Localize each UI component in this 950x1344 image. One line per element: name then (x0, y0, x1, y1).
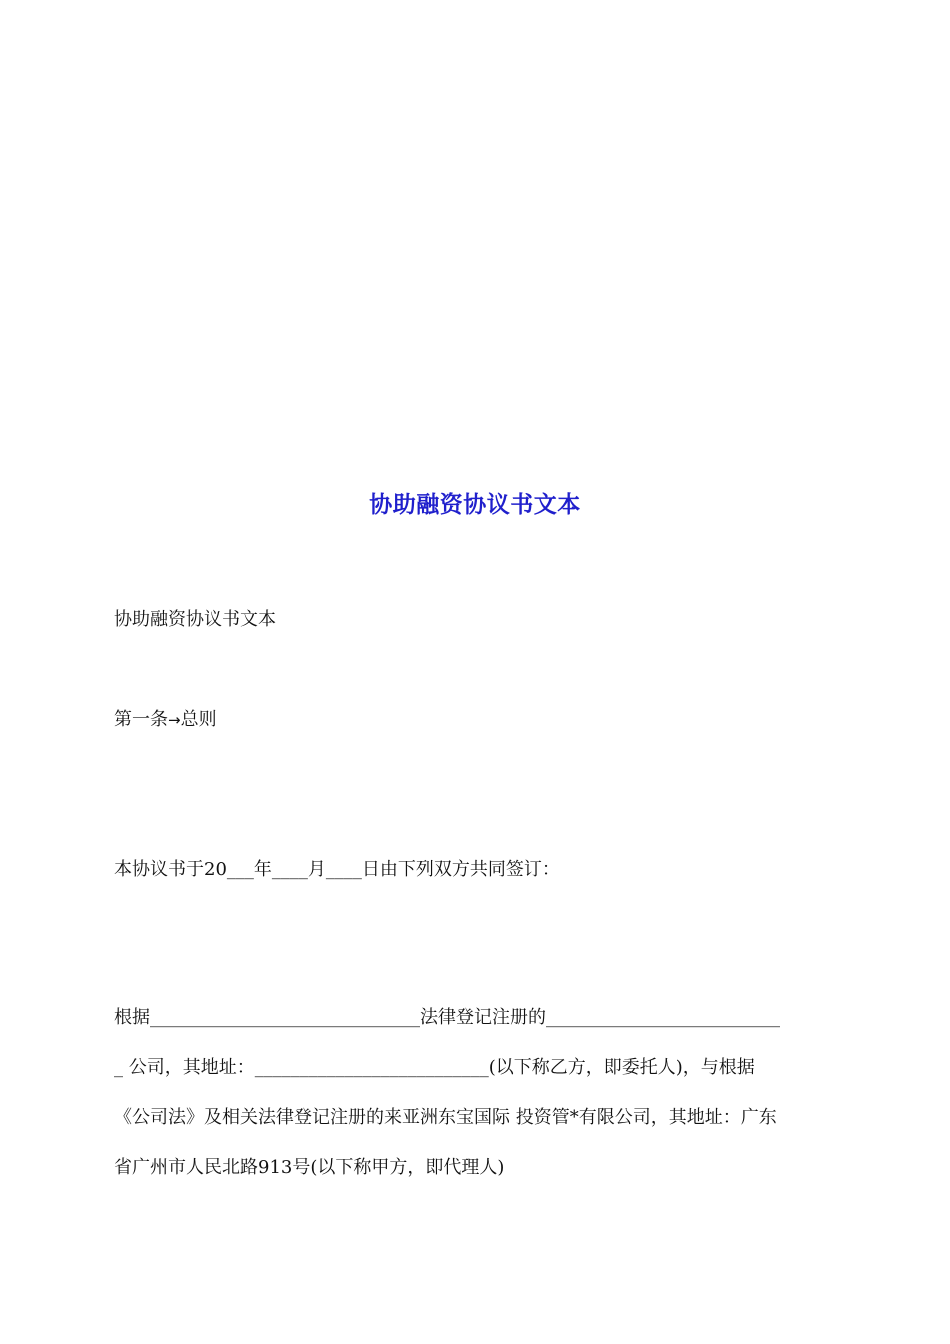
document-title: 协助融资协议书文本 (369, 491, 581, 518)
document-subtitle: 协助融资协议书文本 (114, 609, 276, 630)
article-title: 总则 (180, 709, 217, 730)
article-heading (114, 708, 217, 732)
intro-sentence: 本协议书于20___年____月____日由下列双方共同签订： (114, 859, 560, 880)
paragraph-line: 省广州市人民北路913号(以下称甲方，即代理人) (114, 1157, 505, 1178)
paragraph-line: 《公司法》及相关法律登记注册的来亚洲东宝国际 投资管*有限公司，其地址：广东 (114, 1107, 777, 1128)
arrow-icon: → (168, 711, 181, 729)
paragraph-line: _ 公司，其地址：__________________________(以下称乙方，即委托人)，与根据 (114, 1057, 755, 1078)
article-number: 第一条 (114, 709, 168, 730)
paragraph-line: 根据______________________________法律登记注册的__________________________ (114, 1007, 780, 1028)
